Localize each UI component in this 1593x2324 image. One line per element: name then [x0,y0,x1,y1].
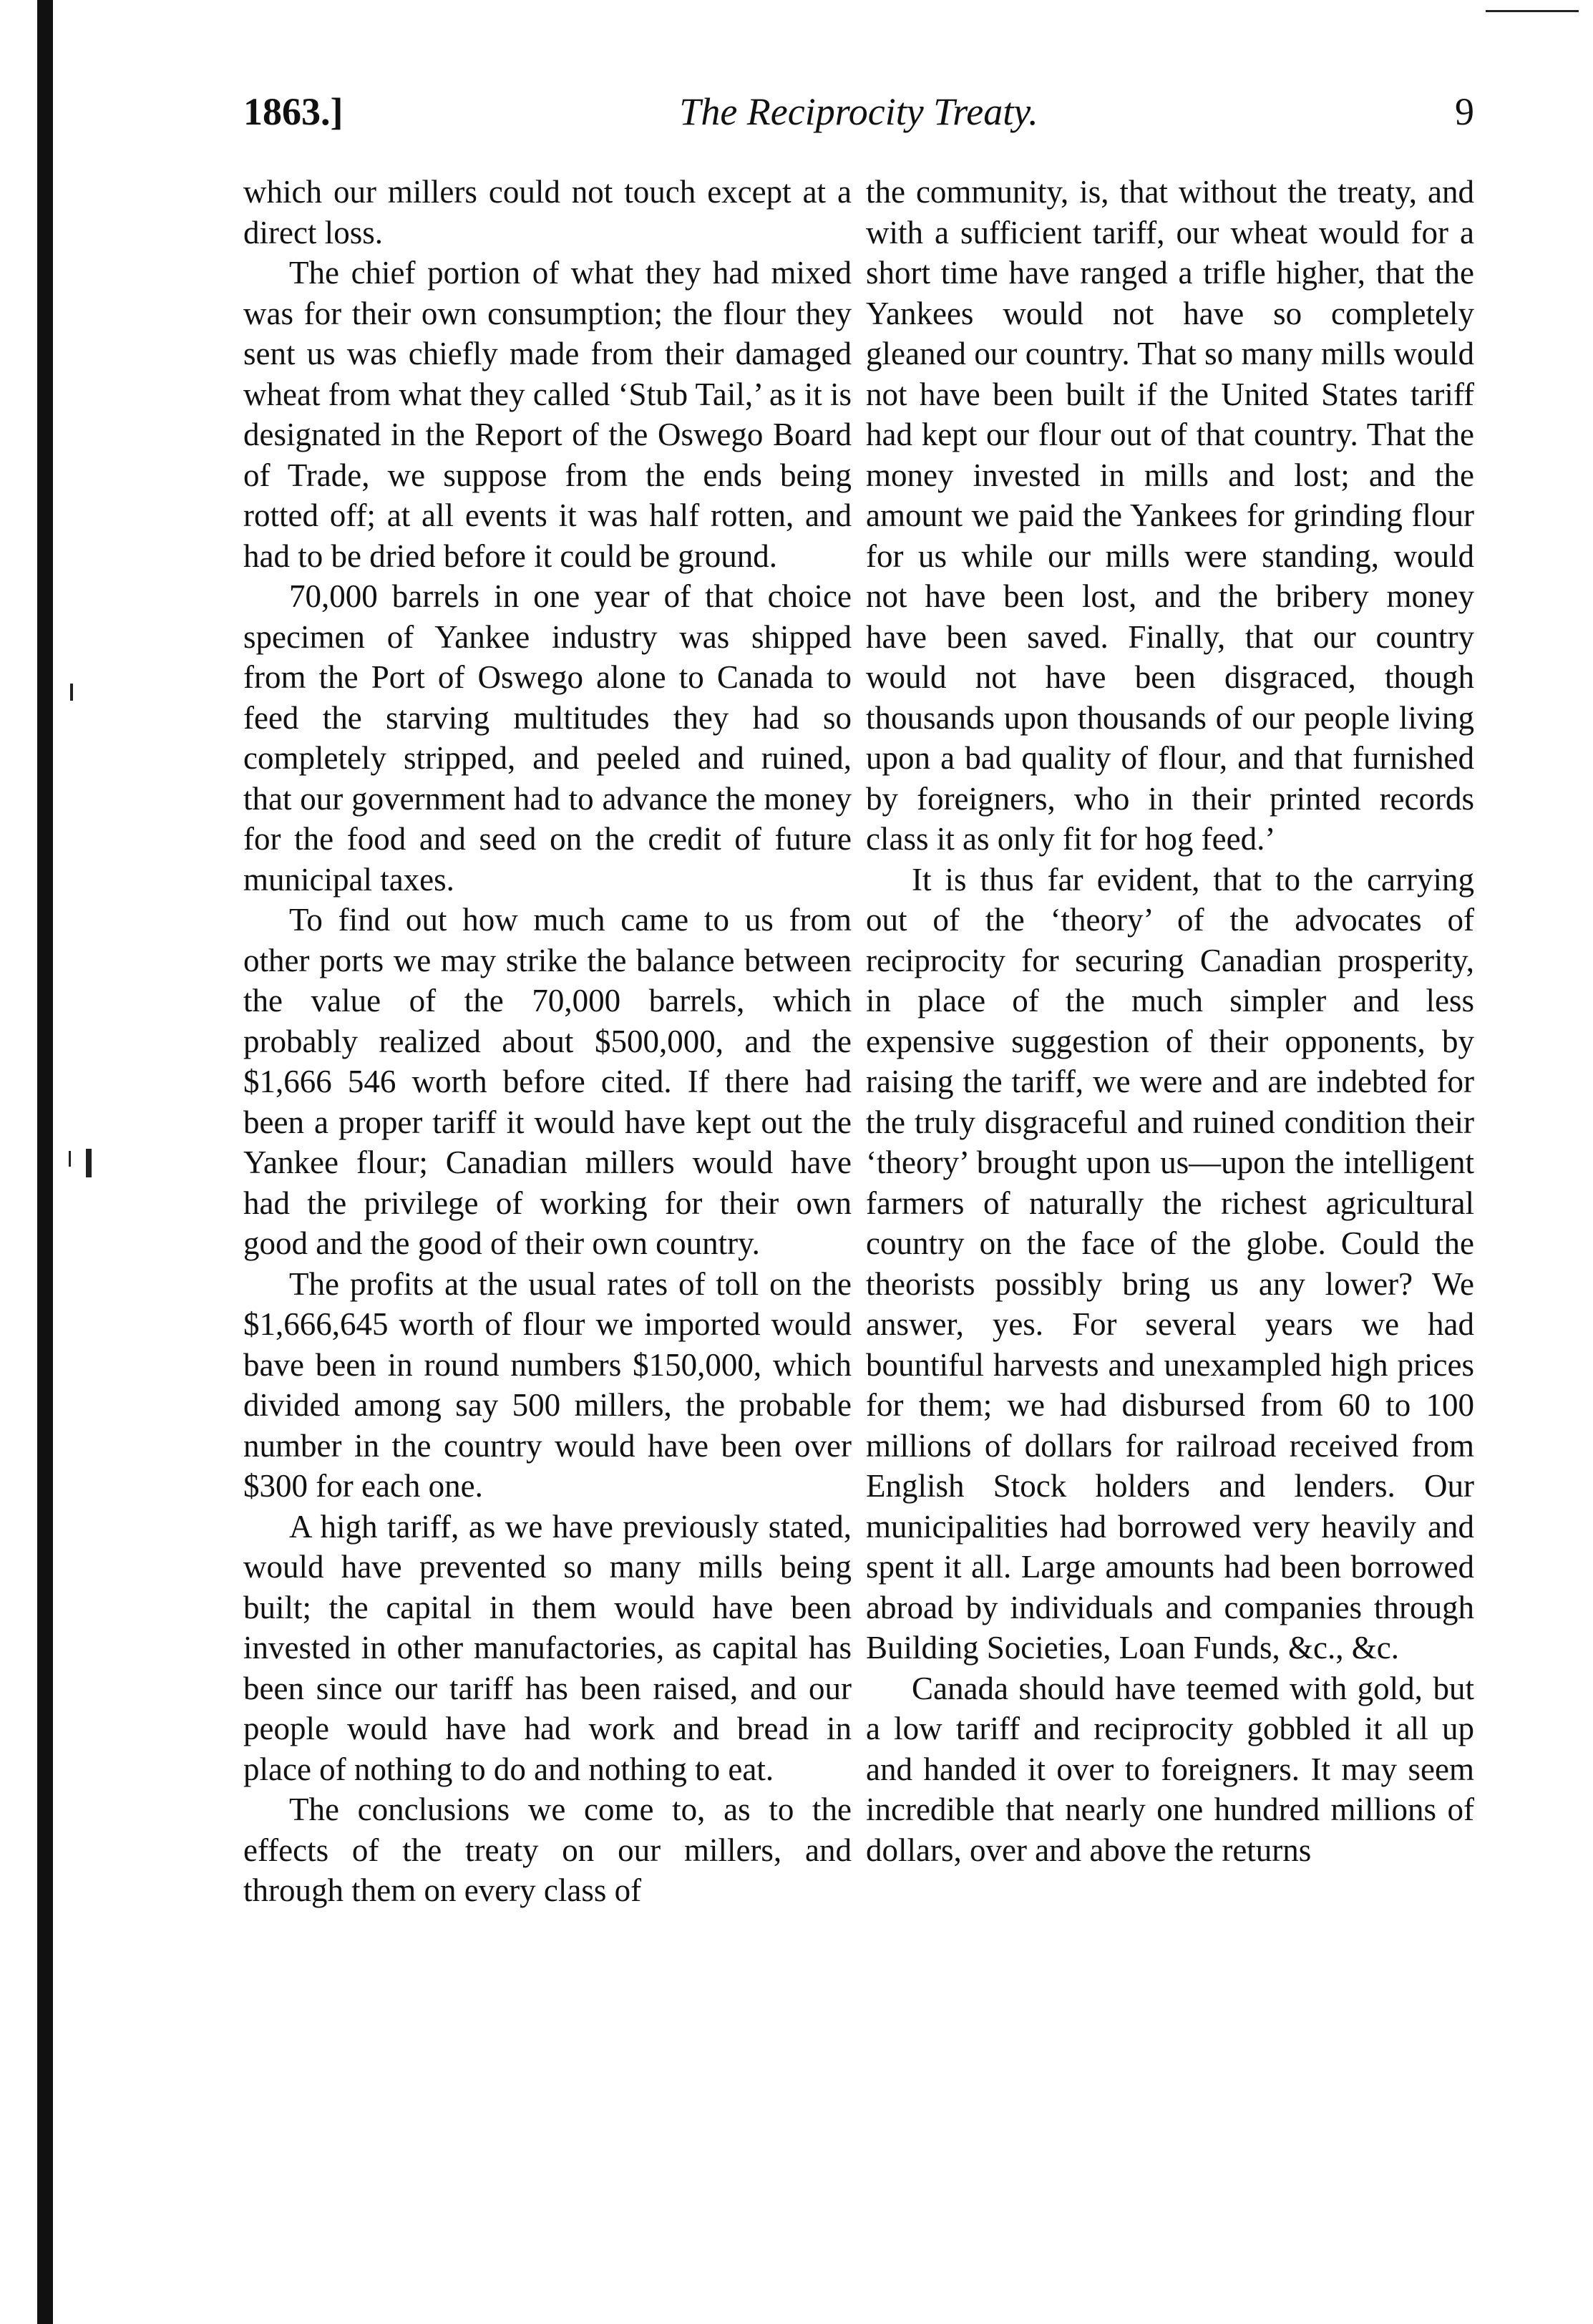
paragraph: 70,000 barrels in one year of that choice specimen of Yankee industry was shipped from the Port of Oswego alone to Canada to feed the starving multitudes they had so completely stripped, and peeled and ruined, that our government had to advance the money for the food and seed on the credit of future municipal taxes. [243,578,852,898]
right-column [866,172,1474,1870]
paragraph: A high tariff, as we have previously stated, would have prevented so many mills being built; the capital in them would have been invested in other manufactories, as capital has been since our tariff has been raised, and our people would have had work and bread in place of nothing to do and nothing to eat. [243,1508,852,1787]
paragraph: The profits at the usual rates of toll on the $1,666,645 worth of flour we imported would bave been in round numbers $150,000, which divided among say 500 millers, the probable number in the country would have been over $300 for each one. [243,1265,852,1504]
margin-mark [70,684,73,701]
binding-edge [37,0,53,2324]
page-number: 9 [1455,90,1474,133]
paragraph: To find out how much came to us from other ports we may strike the balance between the value of the 70,000 barrels, which probably realized about $500,000, and the $1,666 546 worth before cited. If there had been a proper tariff it would have kept out the Yankee flour; Canadian millers would have had the privilege of working for their own good and the good of their own country. [243,902,852,1261]
running-head-title: The Reciprocity Treaty. [679,90,1038,133]
paragraph: the community, is, that without the treaty, and with a sufficient tariff, our wheat would for a short time have ranged a trifle higher, that the Yankees would not have so completely gleaned our country. That so many mills would not have been built if the United States tariff had kept our flour out of that country. That the money invested in mills and lost; and the amount we paid the Yankees for grinding flour for us while our mills were standing, would not have been lost, and the bribery money have been saved. Finally, that our country would not have been disgraced, though thousands upon thousands of our people living upon a bad quality of flour, and that furnished by foreigners, who in their printed records class it as only fit for hog feed.’ [866,174,1474,857]
running-head-year: 1863.] [243,90,344,133]
left-column [243,172,852,1911]
paragraph: The chief portion of what they had mixed was for their own consumption; the flour they sent us was chiefly made from their damaged wheat from what they called ‘Stub Tail,’ as it is designated in the Report of the Oswego Board of Trade, we suppose from the ends being rotted off; at all events it was half rotten, and had to be dried before it could be ground. [243,255,852,574]
paragraph: It is thus far evident, that to the carrying out of the ‘theory’ of the advocates of reciprocity for securing Canadian prosperity, in place of the much simpler and less expensive suggestion of their opponents, by raising the tariff, we were and are indebted for the truly disgraceful and ruined condition their ‘theory’ brought upon us—upon the intelligent farmers of naturally the richest agricultural country on the face of the globe. Could the theorists possibly bring us any lower? We answer, yes. For several years we had bountiful harvests and unexampled high prices for them; we had disbursed from 60 to 100 millions of dollars for railroad received from English Stock holders and lenders. Our municipalities had borrowed very heavily and spent it all. Large amounts had been borrowed abroad by individuals and companies through Building Societies, Loan Funds, &c., &c. [866,861,1474,1666]
margin-mark [86,1149,92,1177]
running-head [243,89,1474,154]
paragraph: Canada should have teemed with gold, but a low tariff and reciprocity gobbled it all up and handed it over to foreigners. It may seem incredible that nearly one hundred millions of dollars, over and above the returns [866,1670,1474,1868]
margin-mark [69,1151,71,1167]
paragraph: which our millers could not touch except at a direct loss. [243,174,852,251]
top-rule [1486,10,1579,12]
paragraph: The conclusions we come to, as to the effects of the treaty on our millers, and through them on every class of [243,1791,852,1908]
